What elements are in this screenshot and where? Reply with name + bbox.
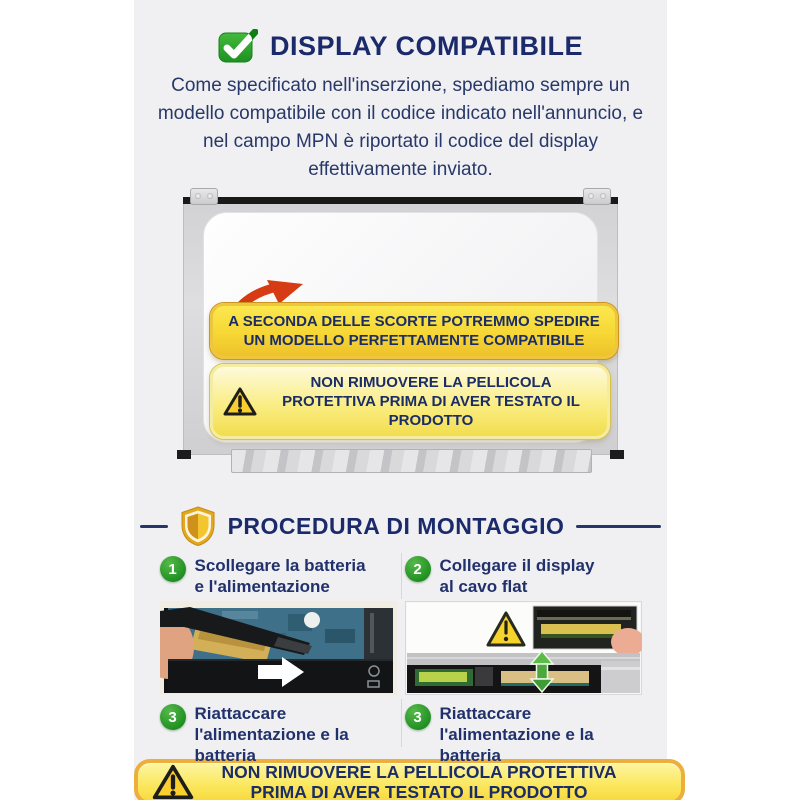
step-number-badge: 3 (405, 704, 431, 730)
procedure-steps-grid (160, 553, 642, 765)
column-divider (401, 553, 402, 599)
procedure-title: PROCEDURA DI MONTAGGIO (227, 512, 565, 539)
step-text: Riattaccare l'alimentazione e la batteria (439, 704, 594, 765)
warning-triangle-icon (223, 386, 257, 417)
step-1 (160, 553, 397, 601)
step-2 (405, 553, 642, 601)
header (134, 0, 667, 66)
step-number-badge: 1 (160, 556, 186, 582)
content-column (134, 0, 667, 800)
lcd-panel-illustration (183, 188, 618, 473)
film-warning-label (210, 364, 610, 439)
photo-step-1-disconnect-battery (160, 601, 397, 695)
procedure-header (134, 505, 667, 547)
column-divider (401, 699, 402, 747)
mounting-bracket-left (190, 188, 218, 205)
stock-notice-text: A SECONDA DELLE SCORTE POTREMMO SPEDIRE UN MODELLO PERFETTAMENTE COMPATIBILE (228, 313, 600, 349)
panel-edge-left (177, 450, 191, 459)
step-number-badge: 2 (405, 556, 431, 582)
step-text: Scollegare la batteria e l'alimentazione (194, 556, 366, 596)
shield-icon (180, 506, 216, 546)
page-title: DISPLAY COMPATIBILE (269, 30, 584, 61)
step-number-badge: 3 (160, 704, 186, 730)
stock-notice-label (210, 303, 618, 359)
panel-edge-right (610, 450, 624, 459)
mounting-bracket-right (583, 188, 611, 205)
heading-rule-left (140, 525, 168, 528)
check-badge-icon (218, 29, 258, 63)
panel-top-edge (183, 197, 618, 204)
procedure-column-right (405, 553, 642, 765)
footer-warning-text: NON RIMUOVERE LA PELLICOLA PROTETTIVA PRIMA DI AVER TESTATO IL PRODOTTO (221, 762, 617, 800)
warning-triangle-icon (152, 763, 194, 800)
step-3-right (405, 701, 642, 765)
intro-text: Come specificato nell'inserzione, spediamo sempre un modello compatibile con il codice indicato nell'annuncio, e nel campo MPN è riportato il codice del display effettivamente inviato. (157, 75, 644, 180)
film-warning-text: NON RIMUOVERE LA PELLICOLA PROTETTIVA PRIMA DI AVER TESTATO IL PRODOTTO (282, 374, 580, 429)
panel-foil-strip (231, 449, 592, 473)
procedure-column-left (160, 553, 397, 765)
heading-rule-right (576, 525, 661, 528)
step-3-left (160, 701, 397, 765)
step-text: Collegare il display al cavo flat (439, 556, 595, 596)
step-text: Riattaccare l'alimentazione e la batteria (194, 704, 349, 765)
photo-step-2-connect-flat-cable (405, 601, 642, 695)
